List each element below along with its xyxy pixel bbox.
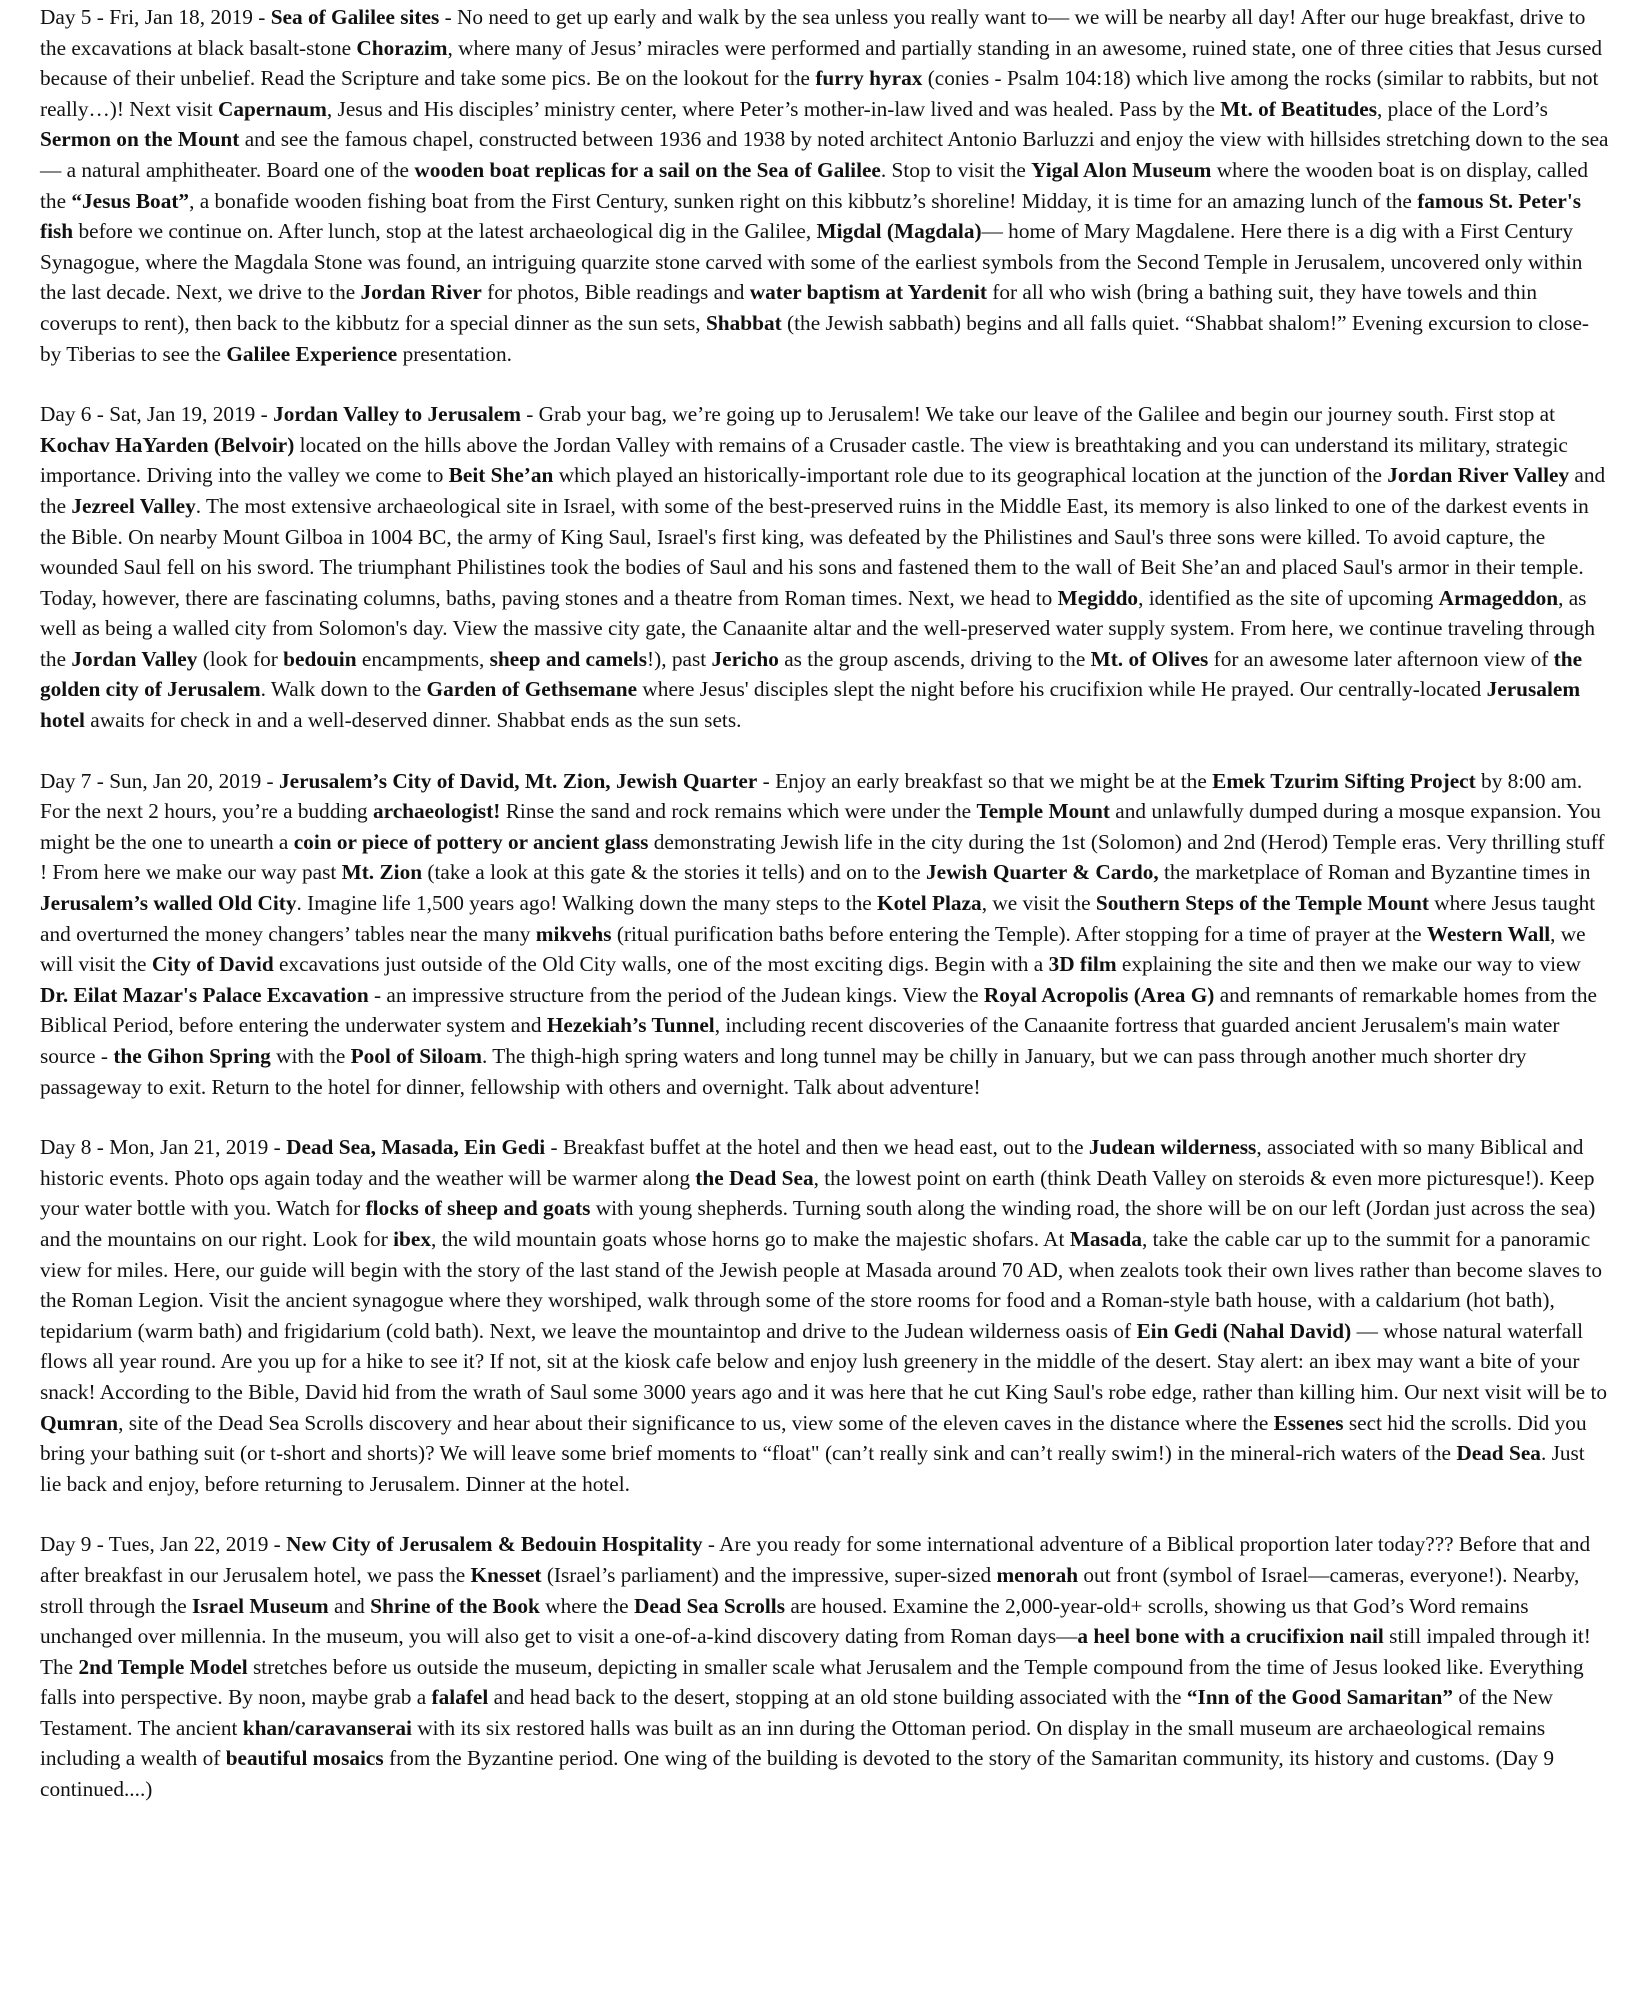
highlight-text: Jerusalem hotel xyxy=(40,677,1581,733)
body-text: which played an historically-important role due to its geographical location at the junction of the xyxy=(553,463,1388,488)
body-text: . Imagine life 1,500 years ago! Walking down the many steps to the xyxy=(296,891,877,916)
body-text: from the Byzantine period. One wing of the building is devoted to the story of the Samaritan community, its history and customs. (Day 9 continued....) xyxy=(40,1746,1555,1802)
body-text: - an impressive structure from the period of the Judean kings. View the xyxy=(368,982,984,1007)
highlight-text: Qumran xyxy=(40,1410,119,1435)
body-text: awaits for check in and a well-deserved dinner. Shabbat ends as the sun sets. xyxy=(84,708,742,733)
body-text: excavations just outside of the Old City walls, one of the most exciting digs. Begin with a xyxy=(273,952,1049,977)
highlight-text: Jerusalem’s walled Old City xyxy=(40,891,297,916)
body-text: . Walk down to the xyxy=(260,677,427,702)
body-text: out front (symbol of Israel—cameras, everyone!). Nearby, stroll through the xyxy=(40,1562,1580,1618)
body-text: and see the famous chapel, constructed between 1936 and 1938 by noted architect Antonio Barluzzi and enjoy the view with hillsides stretching down to the sea— a natural amphitheater. Board one of the xyxy=(40,127,1609,182)
highlight-text: falafel xyxy=(431,1685,489,1710)
highlight-text: Hezekiah’s Tunnel xyxy=(546,1013,715,1038)
highlight-text: the golden city of Jerusalem xyxy=(40,646,1583,702)
highlight-text: archaeologist! xyxy=(373,799,501,824)
body-text: where the wooden boat is on display, called the xyxy=(40,157,1588,213)
body-text: , site of the Dead Sea Scrolls discovery and hear about their significance to us, view some of the eleven caves in the distance where the xyxy=(118,1410,1274,1435)
body-text: - Are you ready for some international adventure of a Biblical proportion later today??? Before that and after breakfast in our Jerusalem hotel, we pass the xyxy=(40,1532,1591,1587)
body-text: of the New Testament. The ancient xyxy=(40,1685,1554,1740)
highlight-text: City of David xyxy=(151,952,274,977)
highlight-text: ibex xyxy=(393,1226,431,1251)
body-text: demonstrating Jewish life in the city during the 1st (Solomon) and 2nd (Herod) Temple eras. Very thrilling stuff ! From here we make our way past xyxy=(40,829,1605,885)
body-text: Day 8 - Mon, Jan 21, 2019 - xyxy=(40,1135,287,1160)
highlight-text: 2nd Temple Model xyxy=(78,1654,248,1679)
highlight-text: Jordan Valley to Jerusalem xyxy=(273,402,521,427)
body-text: and xyxy=(328,1593,371,1618)
body-text: Day 5 - Fri, Jan 18, 2019 - xyxy=(40,5,271,29)
highlight-text: Jordan River xyxy=(360,280,482,305)
highlight-text: sheep and camels xyxy=(489,646,648,671)
body-text: , we visit the xyxy=(981,891,1096,916)
highlight-text: Mt. Zion xyxy=(341,860,423,885)
highlight-text: Western Wall xyxy=(1426,921,1551,946)
highlight-text: khan/caravanserai xyxy=(242,1715,412,1740)
highlight-text: flocks of sheep and goats xyxy=(365,1196,591,1221)
body-text: (Israel’s parliament) and the impressive, super-sized xyxy=(541,1562,997,1587)
body-text: sect hid the scrolls. Did you bring your bathing suit (or t-short and shorts)? We will leave some brief moments to “float" (can’t really sink and can’t really swim!) in the mineral-rich waters of the xyxy=(40,1410,1587,1466)
body-text: presentation. xyxy=(397,341,512,366)
highlight-text: Masada xyxy=(1069,1226,1142,1251)
highlight-text: menorah xyxy=(996,1562,1079,1587)
highlight-text: famous St. Peter's fish xyxy=(40,188,1582,244)
body-text: and remnants of remarkable homes from the Biblical Period, before entering the underwater system and xyxy=(40,982,1597,1038)
highlight-text: Chorazim xyxy=(356,35,448,60)
highlight-text: Shabbat xyxy=(705,310,782,335)
body-text: for all who wish (bring a bathing suit, they have towels and thin coverups to rent), then back to the kibbutz for a special dinner as the sun sets, xyxy=(40,280,1538,335)
highlight-text: Dead Sea Scrolls xyxy=(633,1593,785,1618)
highlight-text: Ein Gedi (Nahal David) xyxy=(1136,1318,1352,1343)
body-text: encampments, xyxy=(356,646,490,671)
body-text: and unlawfully dumped during a mosque expansion. You might be the one to unearth a xyxy=(40,799,1601,854)
body-text: - Enjoy an early breakfast so that we might be at the xyxy=(757,768,1213,793)
highlight-text: Jewish Quarter & Cardo, xyxy=(926,860,1159,885)
body-text: Day 6 - Sat, Jan 19, 2019 - xyxy=(40,402,274,427)
body-text: , identified as the site of upcoming xyxy=(1138,585,1439,610)
body-text: , we will visit the xyxy=(40,921,1586,977)
highlight-text: Jericho xyxy=(711,646,779,671)
body-text: Day 9 - Tues, Jan 22, 2019 - xyxy=(40,1532,287,1557)
highlight-text: Knesset xyxy=(470,1562,542,1587)
body-text: by 8:00 am. For the next 2 hours, you’re a budding xyxy=(40,768,1583,824)
body-text: . The thigh-high spring waters and long tunnel may be chilly in January, but we can pass through another much shorter dry passageway to exit. Return to the hotel for dinner, fellowship with others and overnight. Talk about adventure! xyxy=(40,1044,1527,1099)
body-text: before we continue on. After lunch, stop at the latest archaeological dig in the Galilee, xyxy=(73,219,817,244)
highlight-text: beautiful mosaics xyxy=(225,1746,384,1771)
itinerary-page xyxy=(40,2,1610,1835)
highlight-text: Pool of Siloam xyxy=(350,1044,482,1068)
highlight-text: “Inn of the Good Samaritan” xyxy=(1186,1685,1454,1710)
highlight-text: Jordan Valley xyxy=(71,646,198,671)
body-text: , associated with so many Biblical and historic events. Photo ops again today and the weather will be warmer along xyxy=(40,1135,1584,1190)
highlight-text: the Gihon Spring xyxy=(113,1044,271,1068)
highlight-text: Capernaum xyxy=(218,96,327,121)
highlight-text: Shrine of the Book xyxy=(370,1593,540,1618)
body-text: the marketplace of Roman and Byzantine times in xyxy=(1158,860,1591,885)
highlight-text: Beit She’an xyxy=(448,463,554,488)
day-7-paragraph xyxy=(40,766,1610,1103)
body-text: !), past xyxy=(647,646,712,671)
highlight-text: a heel bone with a crucifixion nail xyxy=(1077,1624,1384,1649)
highlight-text: water baptism at Yardenit xyxy=(749,280,987,305)
body-text: , the wild mountain goats whose horns go to make the majestic shofars. At xyxy=(431,1226,1070,1251)
body-text: as the group ascends, driving to the xyxy=(778,646,1091,671)
body-text: for photos, Bible readings and xyxy=(481,280,750,305)
body-text: (the Jewish sabbath) begins and all falls quiet. “Shabbat shalom!” Evening excursion to close-by Tiberias to see the xyxy=(40,310,1590,366)
highlight-text: “Jesus Boat” xyxy=(71,188,190,213)
body-text: , where many of Jesus’ miracles were performed and partially standing in an awesome, ruined state, one of three cities that Jesus cursed because of their unbelief. Read the Scripture and take some pics. Be on the lookout for the xyxy=(40,35,1603,91)
body-text: - No need to get up early and walk by the sea unless you really want to— we will be nearby all day! After our huge breakfast, drive to the excavations at black basalt-stone xyxy=(40,5,1586,60)
highlight-text: mikvehs xyxy=(535,921,612,946)
highlight-text: Mt. of Olives xyxy=(1090,646,1209,671)
highlight-text: Migdal (Magdala) xyxy=(816,219,982,244)
day-9-paragraph xyxy=(40,1529,1610,1804)
body-text: (conies - Psalm 104:18) which live among the rocks (similar to rabbits, but not really…)! Next visit xyxy=(40,66,1599,121)
body-text: , the lowest point on earth (think Death Valley on steroids & even more picturesque!). Keep your water bottle with you. Watch for xyxy=(40,1165,1595,1221)
highlight-text: Temple Mount xyxy=(976,799,1110,824)
body-text: stretches before us outside the museum, depicting in smaller scale what Jerusalem and the Temple compound from the time of Jesus looked like. Everything falls into perspective. By noon, maybe grab a xyxy=(40,1654,1584,1710)
highlight-text: Essenes xyxy=(1273,1410,1344,1435)
body-text: where Jesus taught and overturned the money changers’ tables near the many xyxy=(40,891,1596,946)
body-text: with its six restored halls was built as an inn during the Ottoman period. On display in the small museum are archaeological remains including a wealth of xyxy=(40,1715,1546,1771)
highlight-text: Israel Museum xyxy=(192,1593,329,1618)
body-text: still impaled through it! The xyxy=(40,1624,1591,1679)
body-text: , a bonafide wooden fishing boat from the First Century, sunken right on this kibbutz’s shoreline! Midday, it is time for an amazing lunch of the xyxy=(189,188,1418,213)
highlight-text: wooden boat replicas for a sail on the Sea of Galilee xyxy=(414,157,881,182)
body-text: — home of Mary Magdalene. Here there is a dig with a First Century Synagogue, where the Magdala Stone was found, an intriguing quarzite stone carved with some of the earliest symbols from the Second Temple in Jerusalem, uncovered only within the last decade. Next, we drive to the xyxy=(40,219,1583,305)
highlight-text: Emek Tzurim Sifting Project xyxy=(1212,768,1476,793)
highlight-text: Kotel Plaza xyxy=(877,891,982,916)
body-text: and head back to the desert, stopping at an old stone building associated with the xyxy=(488,1685,1187,1710)
body-text: for an awesome later afternoon view of xyxy=(1208,646,1554,671)
body-text: are housed. Examine the 2,000-year-old+ scrolls, showing us that God’s Word remains unchanged over millennia. In the museum, you will also get to visit a one-of-a-kind discovery dating from Roman days— xyxy=(40,1593,1529,1649)
body-text: and the xyxy=(40,463,1606,518)
highlight-text: Garden of Gethsemane xyxy=(426,677,638,702)
highlight-text: Dr. Eilat Mazar's Palace Excavation xyxy=(40,982,369,1007)
highlight-text: Southern Steps of the Temple Mount xyxy=(1095,891,1429,916)
highlight-text: Royal Acropolis (Area G) xyxy=(983,982,1215,1007)
highlight-text: Kochav HaYarden (Belvoir) xyxy=(40,432,295,457)
highlight-text: furry hyrax xyxy=(815,66,923,91)
body-text: (take a look at this gate & the stories it tells) and on to the xyxy=(422,860,926,885)
body-text: with the xyxy=(270,1044,351,1068)
highlight-text: Jerusalem’s City of David, Mt. Zion, Jewish Quarter xyxy=(278,768,758,793)
day-6-paragraph xyxy=(40,399,1610,736)
highlight-text: Galilee Experience xyxy=(226,341,398,366)
body-text: located on the hills above the Jordan Valley with remains of a Crusader castle. The view is breathtaking and you can understand its military, strategic importance. Driving into the valley we come to xyxy=(40,432,1568,488)
highlight-text: New City of Jerusalem & Bedouin Hospitality xyxy=(286,1532,703,1557)
body-text: , Jesus and His disciples’ ministry center, where Peter’s mother-in-law lived and was healed. Pass by the xyxy=(326,96,1221,121)
highlight-text: Dead Sea, Masada, Ein Gedi xyxy=(286,1135,546,1160)
day-5-paragraph xyxy=(40,2,1610,369)
highlight-text: Jezreel Valley xyxy=(71,493,196,518)
body-text: with young shepherds. Turning south along the winding road, the shore will be on our left (Jordan just across the sea) and the mountains on our right. Look for xyxy=(40,1196,1596,1251)
highlight-text: Yigal Alon Museum xyxy=(1031,157,1212,182)
highlight-text: Megiddo xyxy=(1057,585,1139,610)
body-text: , as well as being a walled city from Solomon's day. View the massive city gate, the Canaanite altar and the well-preserved water supply system. From here, we continue traveling through the xyxy=(40,585,1596,671)
body-text: where the xyxy=(539,1593,634,1618)
body-text: (ritual purification baths before entering the Temple). After stopping for a time of prayer at the xyxy=(611,921,1427,946)
body-text: . The most extensive archaeological site in Israel, with some of the best-preserved ruins in the Middle East, its memory is also linked to one of the darkest events in the Bible. On nearby Mount Gilboa in 1004 BC, the army of King Saul, Israel's first king, was defeated by the Philistines and Saul's three sons were killed. To avoid capture, the wounded Saul fell on his sword. The triumphant Philistines took the bodies of Saul and his sons and fastened them to the wall of Beit She’an and placed Saul's armor in their temple. Today, however, there are fascinating columns, baths, paving stones and a theatre from Roman times. Next, we head to xyxy=(40,493,1589,610)
body-text: - Breakfast buffet at the hotel and then we head east, out to the xyxy=(545,1135,1089,1160)
highlight-text: Dead Sea xyxy=(1456,1441,1541,1466)
body-text: explaining the site and then we make our way to view xyxy=(1116,952,1581,977)
body-text: , including recent discoveries of the Canaanite fortress that guarded ancient Jerusalem's main water source - xyxy=(40,1013,1560,1068)
highlight-text: Judean wilderness xyxy=(1088,1135,1257,1160)
highlight-text: coin or piece of pottery or ancient glass xyxy=(293,829,649,854)
highlight-text: Armageddon xyxy=(1438,585,1559,610)
body-text: , place of the Lord’s xyxy=(1377,96,1548,121)
highlight-text: bedouin xyxy=(283,646,357,671)
highlight-text: Jordan River Valley xyxy=(1387,463,1570,488)
highlight-text: the Dead Sea xyxy=(695,1165,814,1190)
highlight-text: Sea of Galilee sites xyxy=(270,5,440,29)
body-text: . Just lie back and enjoy, before returning to Jerusalem. Dinner at the hotel. xyxy=(40,1441,1585,1496)
body-text: — whose natural waterfall flows all year round. Are you up for a hike to see it? If not, sit at the kiosk cafe below and enjoy lush greenery in the middle of the desert. Stay alert: an ibex may want a bite of your snack! According to the Bible, David hid from the wrath of Saul some 3000 years ago and it was here that he cut King Saul's robe edge, rather than killing him. Our next visit will be to xyxy=(40,1318,1608,1404)
body-text: (look for xyxy=(197,646,284,671)
body-text: - Grab your bag, we’re going up to Jerusalem! We take our leave of the Galilee and begin our journey south. First stop at xyxy=(520,402,1555,427)
highlight-text: Sermon on the Mount xyxy=(40,127,240,152)
day-8-paragraph xyxy=(40,1132,1610,1499)
body-text: . Stop to visit the xyxy=(880,157,1032,182)
body-text: where Jesus' disciples slept the night before his crucifixion while He prayed. Our centrally-located xyxy=(637,677,1487,702)
body-text: , take the cable car up to the summit for a panoramic view for miles. Here, our guide will begin with the story of the last stand of the Jewish people at Masada around 70 AD, when zealots took their own lives rather than become slaves to the Roman Legion. Visit the ancient synagogue where they worshiped, walk through some of the store rooms for food and a Roman-style bath house, with a caldarium (hot bath), tepidarium (warm bath) and frigidarium (cold bath). Next, we leave the mountaintop and drive to the Judean wilderness oasis of xyxy=(40,1226,1602,1343)
body-text: Rinse the sand and rock remains which were under the xyxy=(500,799,977,824)
highlight-text: 3D film xyxy=(1048,952,1117,977)
body-text: Day 7 - Sun, Jan 20, 2019 - xyxy=(40,768,279,793)
highlight-text: Mt. of Beatitudes xyxy=(1220,96,1378,121)
